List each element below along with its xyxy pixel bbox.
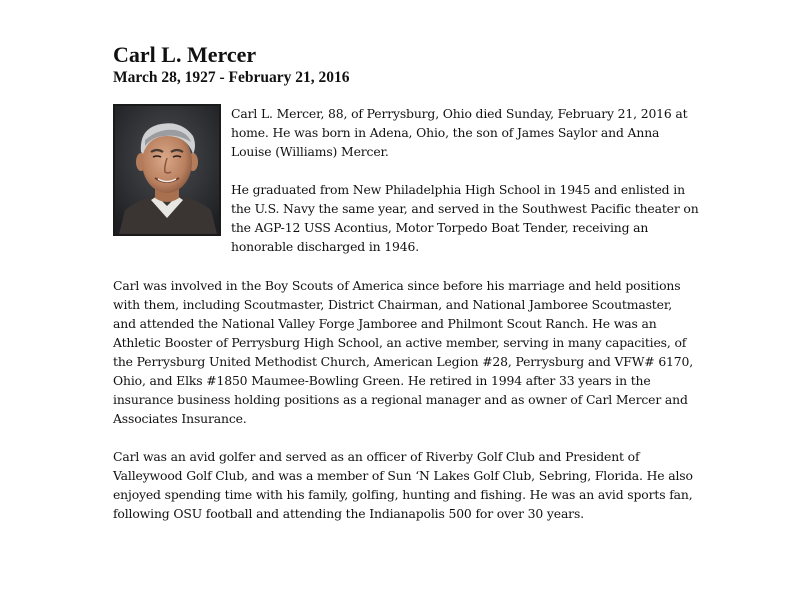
intro-block — [113, 104, 698, 269]
intro-text — [231, 104, 701, 256]
paragraph-hobbies: Carl was an avid golfer and served as an officer of Riverby Golf Club and President of Valleywood Golf Club, and was a member of Sun ‘N Lakes Golf Club, Sebring, Florida. He also enjoyed spending time with his family, golfing, hunting and fishing. He was an avid sports fan, following OSU football and attending the Indianapolis 500 for over 30 years. — [113, 449, 693, 521]
portrait-photo — [113, 104, 221, 236]
obituary — [113, 42, 698, 523]
body-paragraphs — [113, 276, 698, 523]
paragraph-community: Carl was involved in the Boy Scouts of America since before his marriage and held positions with them, including Scoutmaster, District Chairman, and National Jamboree Scoutmaster, and attended the National Valley Forge Jamboree and Philmont Scout Ranch. He was an Athletic Booster of Perrysburg High School, an active member, serving in many capacities, of the Perrysburg United Methodist Church, American Legion #28, Perrysburg and VFW# 6170, Ohio, and Elks #1850 Maumee-Bowling Green. He retired in 1994 after 33 years in the insurance business holding positions as a regional manager and as owner of Carl Mercer and Associates Insurance. — [113, 278, 694, 426]
paragraph-birth: Carl L. Mercer, 88, of Perrysburg, Ohio died Sunday, February 21, 2016 at home. He was born in Adena, Ohio, the son of James Saylor and Anna Louise (Williams) Mercer. — [231, 106, 688, 159]
obituary-name: Carl L. Mercer — [113, 42, 257, 67]
paragraph-education-navy: He graduated from New Philadelphia High School in 1945 and enlisted in the U.S. Navy the same year, and served in the Southwest Pacific theater on the AGP-12 USS Acontius, Motor Torpedo Boat Tender, receiving an honorable discharged in 1946. — [231, 182, 699, 254]
obituary-dates: March 28, 1927 - February 21, 2016 — [113, 69, 350, 86]
